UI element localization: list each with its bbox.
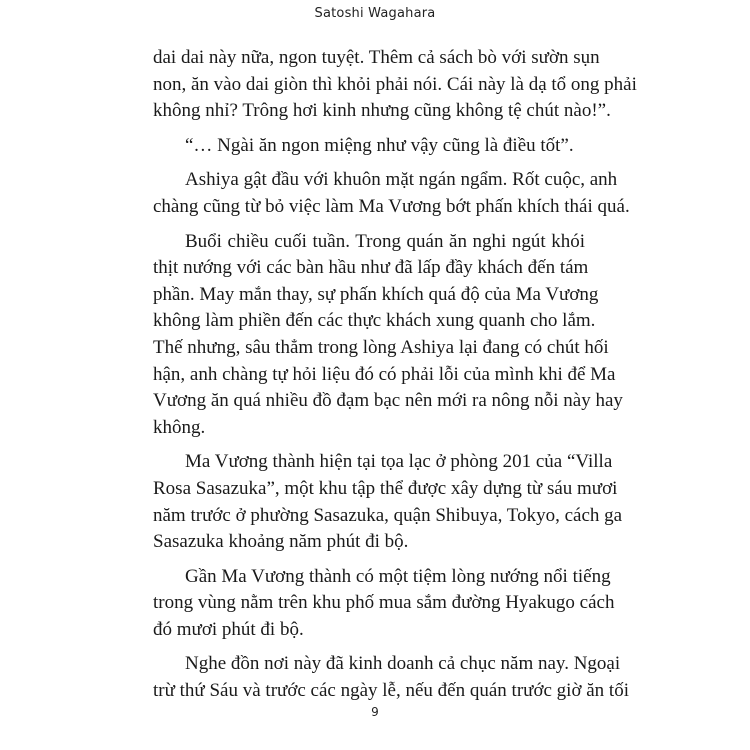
text-line: hận, anh chàng tự hỏi liệu đó có phải lỗi của mình khi để Ma bbox=[153, 363, 616, 385]
text-line: dai dai này nữa, ngon tuyệt. Thêm cả sách bò với sườn sụn bbox=[153, 47, 600, 68]
text-line: đó mươi phút đi bộ. bbox=[153, 618, 304, 640]
text-line: Thế nhưng, sâu thẳm trong lòng Ashiya lại đang có chút hối bbox=[153, 336, 609, 358]
text-line: Nghe đồn nơi này đã kinh doanh cả chục năm nay. Ngoại bbox=[185, 653, 621, 675]
text-line: trong vùng nằm trên khu phố mua sắm đường Hyakugo cách bbox=[153, 592, 615, 614]
paragraph-5 bbox=[153, 449, 623, 555]
text-line: Vương ăn quá nhiều đồ đạm bạc nên mới ra nông nỗi này hay bbox=[153, 390, 623, 412]
paragraph-3 bbox=[153, 167, 630, 220]
text-line: Gần Ma Vương thành có một tiệm lòng nướng nổi tiếng bbox=[185, 565, 611, 587]
paragraph-1 bbox=[153, 45, 637, 125]
running-header-author: Satoshi Wagahara bbox=[314, 6, 436, 21]
paragraph-6 bbox=[153, 564, 615, 644]
paragraph-2 bbox=[153, 133, 585, 160]
text-line: Sasazuka khoảng năm phút đi bộ. bbox=[153, 531, 409, 553]
text-line: phần. May mắn thay, sự phấn khích quá độ của Ma Vương bbox=[153, 283, 599, 305]
text-line: thịt nướng với các bàn hầu như đã lấp đầy khách đến tám bbox=[153, 257, 589, 279]
page-number: 9 bbox=[371, 705, 379, 719]
text-line: không làm phiền đến các thực khách xung quanh cho lắm. bbox=[153, 310, 596, 332]
paragraph-4 bbox=[153, 229, 623, 442]
text-line: trừ thứ Sáu và trước các ngày lễ, nếu đến quán trước giờ ăn tối bbox=[153, 680, 629, 702]
text-line: không. bbox=[153, 416, 206, 438]
body-text bbox=[153, 45, 637, 713]
text-line: Rosa Sasazuka”, một khu tập thể được xây dựng từ sáu mươi bbox=[153, 477, 618, 499]
text-line: Ma Vương thành hiện tại tọa lạc ở phòng 201 của “Villa bbox=[185, 451, 613, 473]
text-line: Ashiya gật đầu với khuôn mặt ngán ngẩm. Rốt cuộc, anh bbox=[185, 169, 618, 191]
text-line: Buổi chiều cuối tuần. Trong quán ăn nghi ngút khói bbox=[185, 230, 585, 252]
paragraph-7 bbox=[153, 651, 629, 704]
text-line: không nhỉ? Trông hơi kinh nhưng cũng không tệ chút nào!”. bbox=[153, 100, 611, 122]
text-line: non, ăn vào dai giòn thì khỏi phải nói. Cái này là dạ tổ ong phải bbox=[153, 73, 637, 95]
text-line: “… Ngài ăn ngon miệng như vậy cũng là điều tốt”. bbox=[185, 134, 574, 156]
text-line: chàng cũng từ bỏ việc làm Ma Vương bớt phấn khích thái quá. bbox=[153, 195, 630, 217]
text-line: năm trước ở phường Sasazuka, quận Shibuya, Tokyo, cách ga bbox=[153, 504, 623, 526]
